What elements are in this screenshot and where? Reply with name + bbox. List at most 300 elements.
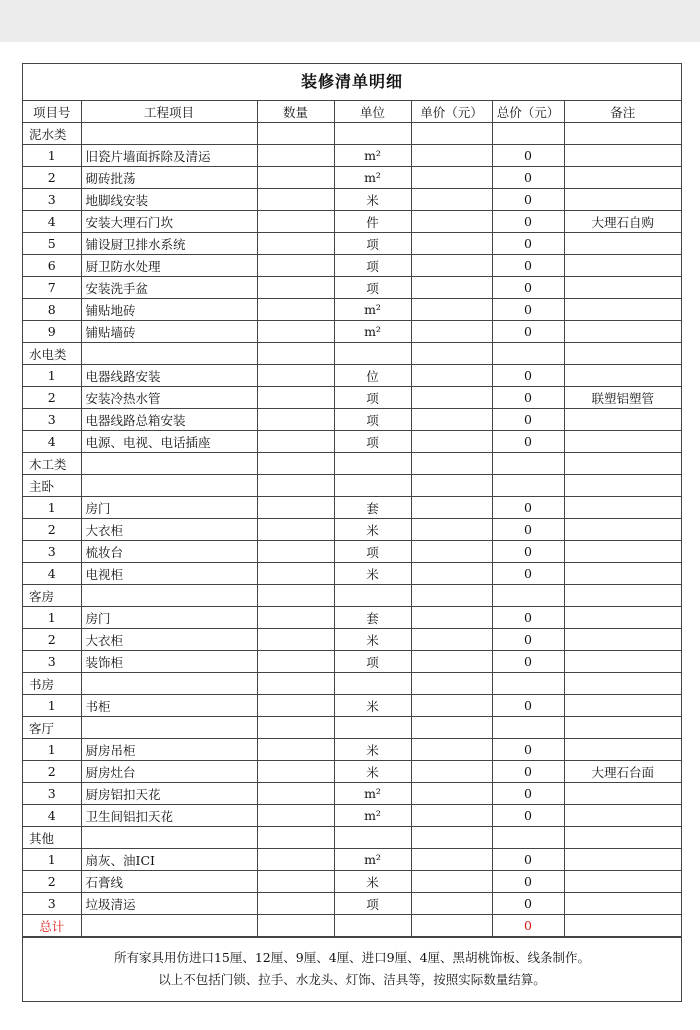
item-quantity [257,739,334,761]
top-gray-bar [0,0,700,42]
item-name: 地脚线安装 [81,189,257,211]
empty-cell [257,123,334,145]
item-name: 电器线路安装 [81,365,257,387]
empty-cell [334,673,411,695]
item-total: 0 [492,497,564,519]
item-number: 5 [23,233,81,255]
item-unit: 项 [334,387,411,409]
item-remark [564,629,681,651]
table-row [23,695,681,717]
item-unit: 项 [334,233,411,255]
empty-cell [492,673,564,695]
category-row [23,453,681,475]
item-total: 0 [492,255,564,277]
item-unit-price [411,211,492,233]
item-quantity [257,255,334,277]
item-total: 0 [492,233,564,255]
item-number: 3 [23,893,81,915]
item-name: 垃圾清运 [81,893,257,915]
item-unit: 米 [334,761,411,783]
header-unit-price: 单价（元） [411,101,492,123]
item-total: 0 [492,387,564,409]
category-row [23,123,681,145]
item-unit-price [411,167,492,189]
item-remark [564,651,681,673]
table-row [23,387,681,409]
table-row [23,189,681,211]
item-remark [564,783,681,805]
item-quantity [257,497,334,519]
item-total: 0 [492,607,564,629]
empty-cell [81,717,257,739]
item-name: 扇灰、油ICI [81,849,257,871]
table-row [23,431,681,453]
category-row [23,717,681,739]
item-number: 2 [23,167,81,189]
item-remark: 大理石自购 [564,211,681,233]
table-row [23,849,681,871]
item-unit: 米 [334,695,411,717]
item-quantity [257,211,334,233]
item-unit: 项 [334,409,411,431]
item-total: 0 [492,299,564,321]
item-total: 0 [492,365,564,387]
item-remark: 大理石台面 [564,761,681,783]
table-row [23,145,681,167]
empty-cell [81,343,257,365]
empty-cell [411,827,492,849]
item-remark [564,563,681,585]
summary-total: 0 [492,915,564,937]
footer-note-1: 所有家具用仿进口15厘、12厘、9厘、4厘、进口9厘、4厘、黑胡桃饰板、线条制作。 [113,950,591,965]
header-quantity: 数量 [257,101,334,123]
empty-cell [334,915,411,937]
item-total: 0 [492,739,564,761]
empty-cell [492,585,564,607]
item-name: 铺贴墙砖 [81,321,257,343]
item-remark [564,431,681,453]
item-total: 0 [492,651,564,673]
header-remark: 备注 [564,101,681,123]
item-number: 1 [23,497,81,519]
item-total: 0 [492,541,564,563]
item-unit-price [411,365,492,387]
empty-cell [411,585,492,607]
item-name: 电器线路总箱安装 [81,409,257,431]
item-name: 厨房吊柜 [81,739,257,761]
item-unit-price [411,805,492,827]
category-label: 木工类 [23,453,81,475]
item-quantity [257,167,334,189]
item-name: 安装大理石门坎 [81,211,257,233]
item-number: 2 [23,629,81,651]
item-unit: m² [334,321,411,343]
item-unit-price [411,761,492,783]
item-number: 3 [23,541,81,563]
sheet-title: 装修清单明细 [23,64,681,101]
category-label: 客厅 [23,717,81,739]
item-remark [564,189,681,211]
item-name: 房门 [81,497,257,519]
table-row [23,167,681,189]
empty-cell [492,827,564,849]
empty-cell [334,343,411,365]
item-number: 3 [23,189,81,211]
item-remark [564,255,681,277]
item-unit-price [411,299,492,321]
item-name: 厨卫防水处理 [81,255,257,277]
empty-cell [81,915,257,937]
empty-cell [564,717,681,739]
item-number: 1 [23,365,81,387]
item-unit-price [411,739,492,761]
item-unit-price [411,541,492,563]
item-quantity [257,849,334,871]
item-number: 2 [23,387,81,409]
item-number: 8 [23,299,81,321]
item-name: 电源、电视、电话插座 [81,431,257,453]
item-unit: 套 [334,607,411,629]
item-unit-price [411,255,492,277]
item-name: 大衣柜 [81,519,257,541]
table-row [23,519,681,541]
item-unit: 项 [334,651,411,673]
item-unit: m² [334,783,411,805]
item-name: 厨房铝扣天花 [81,783,257,805]
empty-cell [257,453,334,475]
item-number: 6 [23,255,81,277]
item-quantity [257,783,334,805]
item-number: 4 [23,563,81,585]
empty-cell [492,717,564,739]
item-remark [564,519,681,541]
table-body [23,123,681,937]
item-unit-price [411,277,492,299]
item-unit-price [411,893,492,915]
item-total: 0 [492,563,564,585]
item-quantity [257,651,334,673]
item-remark [564,607,681,629]
item-remark [564,497,681,519]
item-number: 7 [23,277,81,299]
empty-cell [411,343,492,365]
item-total: 0 [492,761,564,783]
empty-cell [492,453,564,475]
item-remark [564,541,681,563]
item-total: 0 [492,893,564,915]
item-remark [564,409,681,431]
item-remark [564,695,681,717]
table-row [23,563,681,585]
item-number: 2 [23,761,81,783]
item-remark [564,871,681,893]
item-total: 0 [492,849,564,871]
item-number: 1 [23,145,81,167]
item-number: 4 [23,211,81,233]
empty-cell [411,915,492,937]
item-quantity [257,805,334,827]
item-quantity [257,299,334,321]
item-total: 0 [492,145,564,167]
table-row [23,651,681,673]
item-total: 0 [492,783,564,805]
empty-cell [257,915,334,937]
item-number: 3 [23,651,81,673]
item-number: 3 [23,409,81,431]
empty-cell [564,585,681,607]
table-row [23,739,681,761]
item-unit-price [411,233,492,255]
empty-cell [564,915,681,937]
table-row [23,629,681,651]
item-unit: m² [334,167,411,189]
item-quantity [257,607,334,629]
empty-cell [257,475,334,497]
empty-cell [81,673,257,695]
empty-cell [334,123,411,145]
item-quantity [257,321,334,343]
table-row [23,321,681,343]
item-name: 铺设厨卫排水系统 [81,233,257,255]
empty-cell [411,123,492,145]
item-number: 1 [23,849,81,871]
item-unit: m² [334,849,411,871]
table-row [23,541,681,563]
item-number: 1 [23,739,81,761]
item-name: 房门 [81,607,257,629]
item-total: 0 [492,805,564,827]
empty-cell [81,453,257,475]
item-unit-price [411,871,492,893]
item-remark [564,365,681,387]
item-total: 0 [492,871,564,893]
empty-cell [411,717,492,739]
category-row [23,475,681,497]
item-remark [564,233,681,255]
item-unit-price [411,409,492,431]
empty-cell [334,585,411,607]
item-unit: m² [334,299,411,321]
item-total: 0 [492,167,564,189]
item-unit-price [411,145,492,167]
item-unit: 项 [334,541,411,563]
empty-cell [492,343,564,365]
item-unit-price [411,563,492,585]
table-row [23,233,681,255]
header-project: 工程项目 [81,101,257,123]
item-remark [564,145,681,167]
item-unit-price [411,629,492,651]
empty-cell [411,475,492,497]
category-row [23,343,681,365]
item-remark [564,321,681,343]
item-name: 大衣柜 [81,629,257,651]
category-label: 其他 [23,827,81,849]
category-label: 水电类 [23,343,81,365]
item-unit: 项 [334,277,411,299]
item-name: 厨房灶台 [81,761,257,783]
item-quantity [257,519,334,541]
item-number: 4 [23,805,81,827]
item-remark [564,299,681,321]
empty-cell [564,827,681,849]
item-quantity [257,695,334,717]
empty-cell [81,585,257,607]
category-row [23,673,681,695]
item-unit-price [411,651,492,673]
item-name: 砌砖批荡 [81,167,257,189]
item-total: 0 [492,321,564,343]
item-quantity [257,893,334,915]
item-unit: 米 [334,519,411,541]
category-label: 泥水类 [23,123,81,145]
footer-notes [23,937,681,1001]
item-total: 0 [492,629,564,651]
table-row [23,871,681,893]
empty-cell [564,453,681,475]
item-remark [564,167,681,189]
item-total: 0 [492,409,564,431]
item-unit: 项 [334,431,411,453]
empty-cell [492,123,564,145]
empty-cell [334,475,411,497]
item-remark [564,893,681,915]
item-unit: 米 [334,739,411,761]
item-quantity [257,761,334,783]
empty-cell [257,827,334,849]
item-remark [564,277,681,299]
item-number: 2 [23,871,81,893]
table-row [23,761,681,783]
item-quantity [257,541,334,563]
item-unit: 项 [334,893,411,915]
empty-cell [334,827,411,849]
item-quantity [257,277,334,299]
empty-cell [257,343,334,365]
item-remark [564,849,681,871]
table-row [23,893,681,915]
item-unit-price [411,783,492,805]
item-total: 0 [492,211,564,233]
header-item-no: 项目号 [23,101,81,123]
item-unit-price [411,695,492,717]
item-total: 0 [492,189,564,211]
item-unit-price [411,607,492,629]
item-quantity [257,431,334,453]
item-quantity [257,189,334,211]
table-row [23,607,681,629]
item-quantity [257,629,334,651]
quotation-sheet [22,63,682,1002]
item-unit: 项 [334,255,411,277]
item-unit: m² [334,145,411,167]
item-number: 1 [23,607,81,629]
header-row [23,101,681,123]
empty-cell [564,123,681,145]
category-label: 书房 [23,673,81,695]
item-name: 安装洗手盆 [81,277,257,299]
empty-cell [257,717,334,739]
summary-label: 总计 [23,915,81,937]
table-row [23,365,681,387]
item-name: 旧瓷片墙面拆除及清运 [81,145,257,167]
item-total: 0 [492,277,564,299]
item-total: 0 [492,695,564,717]
item-unit: m² [334,805,411,827]
empty-cell [81,123,257,145]
item-unit-price [411,497,492,519]
empty-cell [411,673,492,695]
empty-cell [334,453,411,475]
item-unit: 米 [334,629,411,651]
item-unit-price [411,189,492,211]
item-unit: 米 [334,563,411,585]
item-name: 装饰柜 [81,651,257,673]
item-unit-price [411,849,492,871]
quotation-table [23,101,681,937]
table-row [23,211,681,233]
category-row [23,827,681,849]
item-number: 4 [23,431,81,453]
empty-cell [257,673,334,695]
item-name: 安装冷热水管 [81,387,257,409]
table-row [23,277,681,299]
item-name: 石膏线 [81,871,257,893]
table-row [23,255,681,277]
item-quantity [257,387,334,409]
item-unit: 米 [334,871,411,893]
item-remark [564,739,681,761]
category-row [23,585,681,607]
empty-cell [564,673,681,695]
item-name: 电视柜 [81,563,257,585]
item-name: 梳妆台 [81,541,257,563]
category-label: 主卧 [23,475,81,497]
summary-row [23,915,681,937]
item-unit: 米 [334,189,411,211]
item-unit: 件 [334,211,411,233]
item-quantity [257,233,334,255]
item-total: 0 [492,431,564,453]
item-unit-price [411,431,492,453]
item-name: 书柜 [81,695,257,717]
table-row [23,409,681,431]
header-total-price: 总价（元） [492,101,564,123]
empty-cell [411,453,492,475]
item-name: 铺贴地砖 [81,299,257,321]
item-number: 1 [23,695,81,717]
item-total: 0 [492,519,564,541]
empty-cell [492,475,564,497]
item-unit-price [411,321,492,343]
item-quantity [257,871,334,893]
empty-cell [564,475,681,497]
item-quantity [257,563,334,585]
item-remark: 联塑铝塑管 [564,387,681,409]
empty-cell [334,717,411,739]
item-number: 9 [23,321,81,343]
item-quantity [257,145,334,167]
item-unit-price [411,387,492,409]
table-row [23,497,681,519]
table-row [23,783,681,805]
item-number: 3 [23,783,81,805]
empty-cell [257,585,334,607]
empty-cell [81,827,257,849]
item-quantity [257,409,334,431]
item-number: 2 [23,519,81,541]
footer-note-2: 以上不包括门锁、拉手、水龙头、灯饰、洁具等，按照实际数量结算。 [158,972,546,987]
